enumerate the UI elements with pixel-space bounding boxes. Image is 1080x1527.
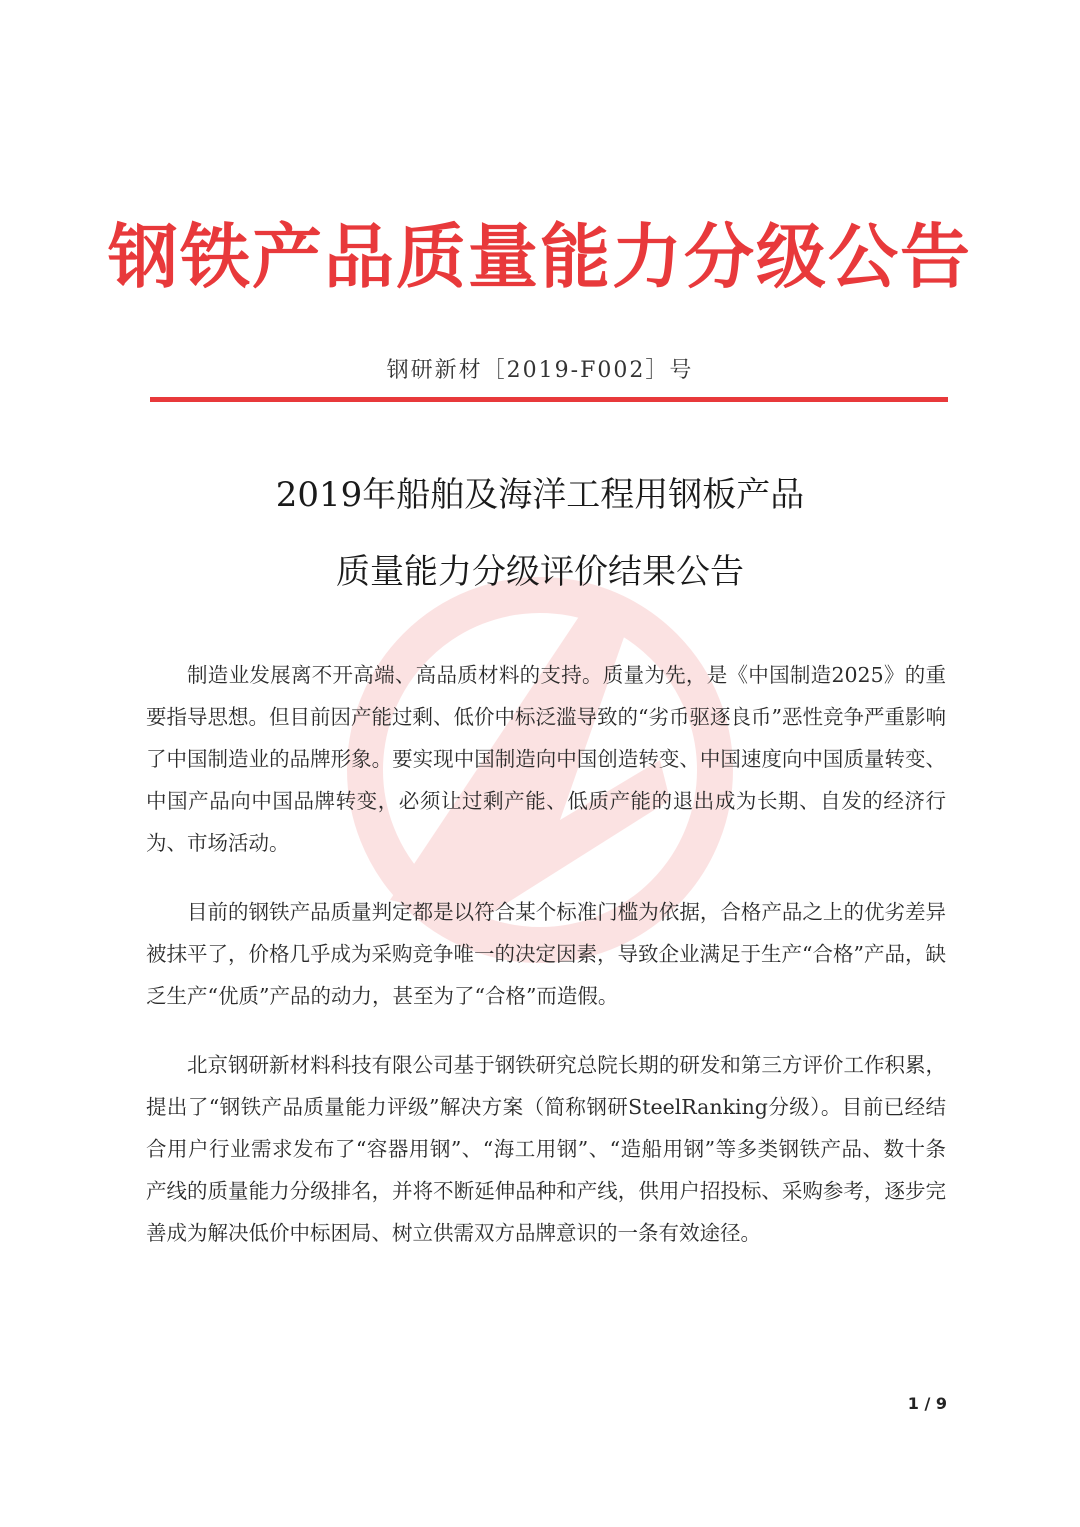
notice-title-line-2: 质量能力分级评价结果公告 [336,552,744,592]
masthead-title: 钢铁产品质量能力分级公告 [108,216,972,298]
red-divider [150,397,948,402]
body-paragraph: 北京钢研新材料科技有限公司基于钢铁研究总院长期的研发和第三方评价工作积累，提出了“钢铁产品质量能力评级”解决方案（简称钢研SteelRanking分级）。目前已经结合用户行业需求发布了“容器用钢”、“海工用钢”、“造船用钢”等多类钢铁产品、数十条产线的质量能力分级排名，并将不断延伸品种和产线，供用户招投标、采购参考，逐步完善成为解决低价中标困局、树立供需双方品牌意识的一条有效途径。 [146,1053,946,1245]
body-paragraph: 目前的钢铁产品质量判定都是以符合某个标准门槛为依据，合格产品之上的优劣差异被抹平了，价格几乎成为采购竞争唯一的决定因素，导致企业满足于生产“合格”产品，缺乏生产“优质”产品的动力，甚至为了“合格”而造假。 [146,900,946,1008]
notice-title-line-1: 2019年船舶及海洋工程用钢板产品 [275,475,805,515]
page-number: 1 / 9 [907,1394,947,1413]
document-number: 钢研新材［2019-F002］号 [386,358,694,383]
body-paragraph: 制造业发展离不开高端、高品质材料的支持。质量为先，是《中国制造2025》的重要指导思想。但目前因产能过剩、低价中标泛滥导致的“劣币驱逐良币”恶性竞争严重影响了中国制造业的品牌形象。要实现中国制造向中国创造转变、中国速度向中国质量转变、中国产品向中国品牌转变，必须让过剩产能、低质产能的退出成为长期、自发的经济行为、市场活动。 [146,663,946,855]
